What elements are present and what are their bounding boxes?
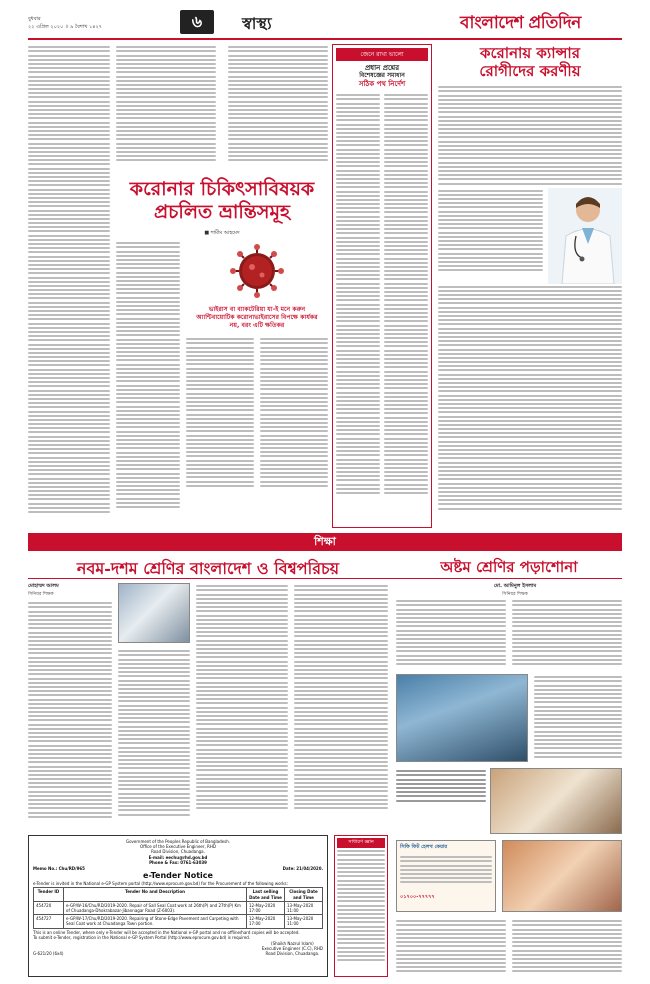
edu-left-col1 (28, 600, 112, 830)
masthead-date: ২২ এপ্রিল ২০২০ ।। ৯ বৈশাখ ১৪২৭ (28, 24, 103, 30)
edu-right-photo-text (534, 674, 622, 762)
page-number-label: ৬ (191, 11, 203, 31)
sidebar-kicker: জেনে রাখা ভালো (336, 48, 428, 61)
tender-date: Date: 21/04/2020. (282, 866, 323, 872)
tender-row-desc: e-GP/W-16/Chu/RD/2019-2020. Repair of Sall Seal Coat work at 26th(P) and 27th(P) Km of Chuadanga-Dhokrabazar-Jibannagar Road (Z-6003). (64, 901, 247, 914)
gk-box (334, 835, 388, 977)
top-story-pullquote: ভাইরাস বা ব্যাকটেরিয়া যা-ই মনে করুন অ্যান্টিবায়োটিক করোনাভাইরাসের বিপক্ষে কার্যকর নয়, বরং এটি ক্ষতিকর (196, 306, 318, 329)
tender-signature-name: (Shaikh Nazrul Islam) (271, 941, 314, 947)
tender-row-close: 13-May-2020 11:00 (285, 901, 323, 914)
doctor-icon (548, 188, 622, 284)
author-left-role: সিনিয়র শিক্ষক (28, 592, 54, 597)
author-right (470, 583, 560, 598)
tender-row-close: 13-May-2020 11:00 (285, 915, 323, 928)
top-story-headline-line1: করোনার চিকিৎসাবিষয়ক (129, 178, 315, 200)
tender-row-desc: e-GP/W-17/Chu/RD/2019-2020. Repairing of Stone-Edge Pavement and Carpeting with Seal Coat work at Chuadanga Town portion. (64, 915, 247, 928)
right-story-headline-line2: রোগীদের করণীয় (479, 62, 581, 80)
tender-signature-role: Executive Engineer (C.C), RHD (261, 946, 323, 952)
top-story-headline-line2: প্রচলিত ভ্রান্তিসমূহ (154, 201, 290, 223)
edu-left-col3 (196, 583, 288, 830)
edu-left-col2 (118, 648, 190, 830)
tender-note2: To submit e-Tender, registration in the National e-GP System Portal (http://www.eprocure.gov.bd) is required. (33, 934, 251, 940)
edu-right-bottom (396, 918, 622, 977)
top-story-headline (116, 178, 328, 224)
tender-row-id: 454720 (34, 901, 64, 914)
page-number (180, 10, 214, 34)
tender-notice (28, 835, 328, 977)
sidebar-box (332, 44, 432, 528)
tender-note1: This is an online Tender, where only e-Tender will be accepted in the National e-GP portal and no offline/hard copies will be accepted. (33, 929, 300, 935)
shiksha-band (28, 533, 622, 551)
brand-logo: বাংলাদেশ প্রতিদিন (460, 13, 581, 33)
tender-ref: G-621/20 (6x4) (33, 951, 64, 957)
tender-col-last: Last selling Date and Time (247, 888, 285, 901)
left-column-text (28, 44, 110, 528)
tender-col-desc: Tender No and Description (64, 888, 247, 901)
tender-table (33, 887, 323, 928)
author-left-name: মোহাম্মদ আলম (28, 583, 59, 589)
author-right-name: মো. আমিনুল ইসলাম (493, 583, 537, 589)
sidebar-headline-line2: বিশেষজ্ঞের সমাধান (359, 72, 405, 79)
author-right-role: সিনিয়র শিক্ষক (502, 592, 528, 597)
tender-col-id: Tender ID (34, 888, 64, 901)
shiksha-headline-left: নবম-দশম শ্রেণির বাংলাদেশ ও বিশ্বপরিচয় (76, 559, 340, 578)
event-photo (490, 768, 622, 834)
tender-header-phone: Phone & Fax: 0761-63039 (149, 859, 207, 865)
tender-row-last: 12-May-2020 17:00 (247, 901, 285, 914)
tender-row-last: 12-May-2020 17:00 (247, 915, 285, 928)
tender-header-email: E-mail: eechu@rhd.gov.bd (148, 854, 208, 860)
students-photo (396, 674, 528, 762)
virus-icon (186, 240, 328, 302)
shiksha-headline-rule (28, 578, 622, 579)
tender-signature (262, 941, 323, 957)
tender-row-id: 454727 (34, 915, 64, 928)
top-story-text-bottom (116, 240, 328, 528)
sidebar-headline (336, 64, 428, 88)
tender-memo: Memo No.: Chu/RD/965 (33, 866, 85, 872)
author-left (28, 583, 112, 598)
tender-col-close: Closing Date and Time (285, 888, 323, 901)
shiksha-headline-right: অষ্টম শ্রেণির পড়াশোনা (440, 558, 578, 576)
shiksha-label: শিক্ষা (314, 534, 336, 548)
tender-header-line3: Road Division, Chuadanga. (151, 849, 205, 855)
right-story-text (438, 84, 622, 528)
sidebar-headline-line3: সঠিক পথ নির্দেশ (358, 80, 406, 88)
edu-left-col4 (294, 583, 388, 830)
gk-box-title: সাধারণ জ্ঞান (337, 838, 385, 848)
top-story-text-top (116, 44, 328, 174)
tender-header-line2: Office of the Executive Engineer, RHD (140, 844, 216, 850)
ad-caption (396, 768, 486, 834)
tender-title: e-Tender Notice (143, 871, 213, 881)
table-row (34, 901, 323, 914)
masthead (28, 8, 628, 38)
right-story-headline-line1: করোনায় ক্যান্সার (479, 44, 581, 62)
right-story-headline (438, 44, 622, 80)
classroom-photo (118, 583, 190, 643)
tender-intro: e-Tender is invited in the National e-GP System portal (http://www.eprocure.gov.bd) for the Procurement of the following works: (33, 881, 288, 887)
ad-box (396, 840, 496, 912)
ad1-phone: ০১৭০০-৭৭৭৭৭ (400, 894, 435, 900)
top-story-byline: ■ শামীম আহমেদ (204, 230, 240, 236)
masthead-day: বুধবার (28, 16, 41, 22)
ad1-title: সিফি ফিট হেলথ কেয়ার (400, 844, 448, 850)
sidebar-headline-line1: প্রধান প্রশ্নের (364, 64, 400, 72)
tender-header-line1: Government of the Peoples Republic of Bangladesh. (125, 839, 231, 844)
masthead-rule (28, 38, 622, 40)
sidebar-text (336, 92, 428, 532)
ceremony-photo (502, 840, 622, 912)
edu-right-text (396, 598, 622, 670)
tender-header (33, 839, 323, 865)
tender-signature-office: Road Division, Chuadanga. (265, 951, 320, 957)
section-name: স্বাস্থ্য (242, 14, 272, 33)
table-row (34, 915, 323, 928)
